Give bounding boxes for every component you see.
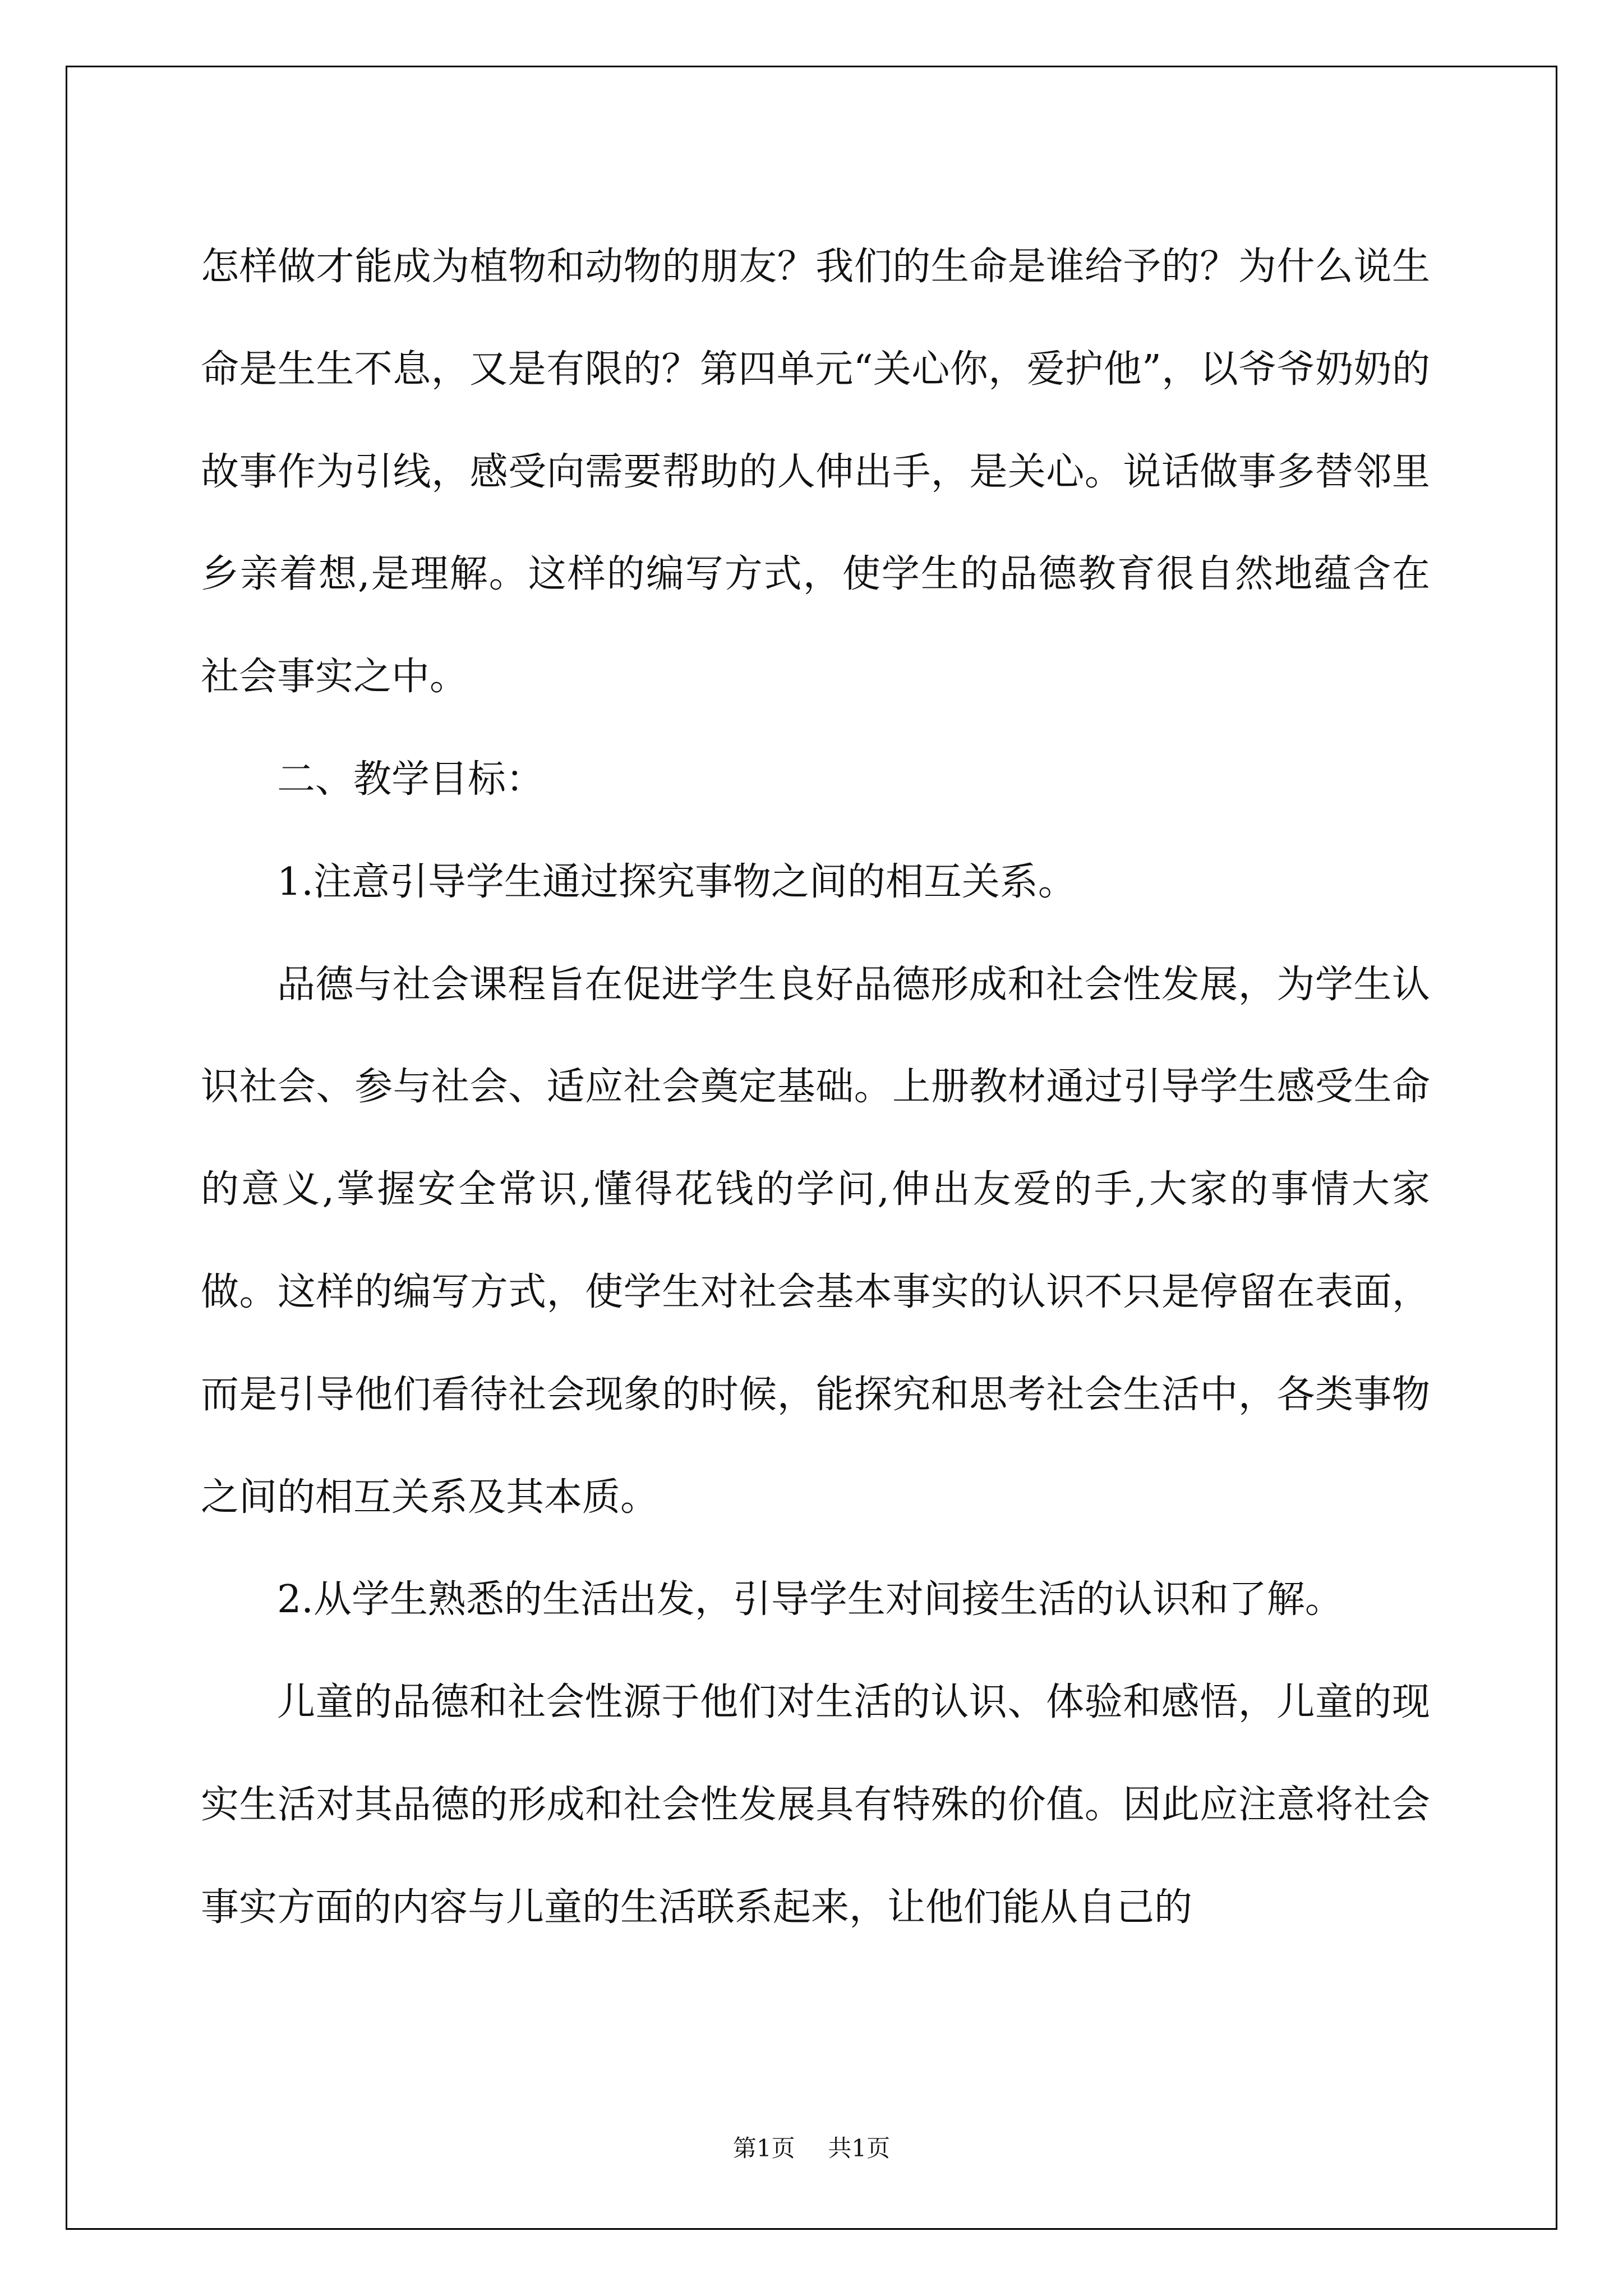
goal-2-heading: 2.从学生熟悉的生活出发，引导学生对间接生活的认识和了解。 bbox=[277, 1577, 1343, 1622]
page-number: 第1页 bbox=[732, 2134, 795, 2162]
document-body bbox=[201, 216, 1430, 1959]
goal-2-paragraph: 儿童的品德和社会性源于他们对生活的认识、体验和感悟，儿童的现实生活对其品德的形成和社会性发展具有特殊的价值。因此应注意将社会事实方面的内容与儿童的生活联系起来，让他们能从自己的 bbox=[201, 1680, 1430, 1930]
paragraph-continuation: 怎样做才能成为植物和动物的朋友？我们的生命是谁给予的？为什么说生命是生生不息，又是有限的？第四单元“关心你，爱护他”，以爷爷奶奶的故事作为引线，感受向需要帮助的人伸出手，是关心。说话做事多替邻里乡亲着想,是理解。这样的编写方式，使学生的品德教育很自然地蕴含在社会事实之中。 bbox=[201, 245, 1430, 700]
page-footer bbox=[0, 2132, 1623, 2165]
goal-1-paragraph: 品德与社会课程旨在促进学生良好品德形成和社会性发展，为学生认识社会、参与社会、适应社会奠定基础。上册教材通过引导学生感受生命的意义,掌握安全常识,懂得花钱的学问,伸出友爱的手,大家的事情大家做。这样的编写方式，使学生对社会基本事实的认识不只是停留在表面，而是引导他们看待社会现象的时候，能探究和思考社会生活中，各类事物之间的相互关系及其本质。 bbox=[201, 962, 1430, 1520]
page-total: 共1页 bbox=[828, 2134, 891, 2162]
section-heading-teaching-goals: 二、教学目标： bbox=[277, 757, 545, 802]
goal-1-heading: 1.注意引导学生通过探究事物之间的相互关系。 bbox=[277, 859, 1076, 904]
